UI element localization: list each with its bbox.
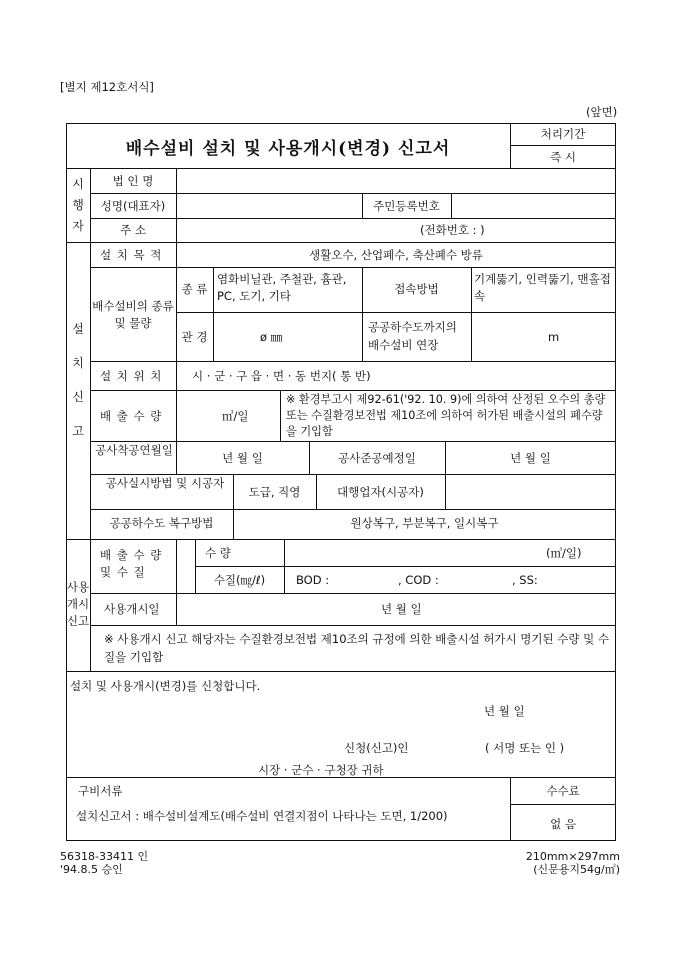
processing-period-label: 처리기간	[540, 127, 586, 141]
location-label: 설 치 위 치	[100, 369, 163, 383]
resident-no-label: 주민등록번호	[373, 199, 440, 213]
pipe-type-label: 배수설비의 종류 및 물량	[92, 299, 174, 330]
contractor-label: 대행업자(시공자)	[337, 485, 424, 499]
method-label: 공사실시방법 및 시공자	[105, 476, 225, 490]
bod-label: BOD :	[296, 573, 330, 587]
usage-section-label: 사용 개시 신고	[66, 580, 90, 628]
address-label: 주 소	[120, 223, 146, 237]
kind-label: 종 류	[181, 282, 208, 296]
usage-discharge-label: 배 출 수 량 및 수 질	[100, 548, 163, 579]
start-date-label: 공사착공연월일	[95, 443, 173, 457]
discharge-unit: ㎥/일	[222, 409, 249, 423]
extension-label: 공공하수도까지의 배수설비 연장	[368, 320, 457, 352]
usage-start-value: 년 월 일	[381, 602, 422, 616]
processing-period-value: 즉 시	[550, 150, 576, 164]
quantity-unit: (㎥/일)	[546, 546, 582, 560]
declaration-statement: 설치 및 사용개시(변경)를 신청합니다.	[70, 679, 261, 693]
applicant-section-label: 시 행 자	[72, 177, 84, 233]
contractor-field[interactable]	[446, 475, 615, 508]
connection-label: 접속방법	[394, 282, 439, 296]
form-title: 배수설비 설치 및 사용개시(변경) 신고서	[125, 139, 451, 159]
restore-value: 원상복구, 부분복구, 일시복구	[350, 516, 499, 530]
restore-label: 공공하수도 복구방법	[109, 516, 214, 530]
declaration-date: 년 월 일	[484, 704, 525, 718]
paper-size: 210mm×297mm	[525, 850, 620, 863]
documents-label: 구비서류	[78, 784, 123, 798]
corp-name-label: 법 인 명	[112, 174, 154, 188]
quality-label: 수질(㎎/ℓ)	[213, 573, 266, 587]
applicant-signature-label: 신청(신고)인	[344, 741, 409, 755]
cod-label: , COD :	[398, 573, 439, 587]
extension-unit: m	[548, 330, 560, 344]
method-value: 도급, 직영	[248, 485, 301, 499]
discharge-note: ※ 환경부고시 제92-61('92. 10. 9)에 의하여 산정된 오수의 총량 또는 수질환경보전법 제10조에 의하여 허가된 배출시설의 폐수량을 기입함	[286, 393, 606, 438]
discharge-label: 배 출 수 량	[100, 409, 163, 423]
approval-date: '94.8.5 승인	[60, 863, 123, 876]
recipient: 시장 · 군수 · 구청장 귀하	[258, 763, 384, 777]
documents-value: 설치신고서 : 배수설비설계도(배수설비 연결지점이 나타나는 도면, 1/200)	[76, 809, 448, 823]
form-number: [별지 제12호서식]	[60, 80, 154, 94]
resident-no-field[interactable]	[452, 194, 615, 218]
name-label: 성명(대표자)	[100, 199, 166, 213]
quantity-label: 수 량	[205, 546, 231, 560]
usage-start-label: 사용개시일	[104, 602, 160, 616]
fee-label: 수수료	[546, 784, 580, 798]
kind-value: 염화비닐관, 주철관, 흄관, PC, 도기, 기타	[217, 272, 347, 303]
connection-value: 기계뚫기, 인력뚫기, 맨홀접속	[474, 272, 611, 303]
page-side: (앞면)	[586, 105, 618, 119]
paper-type: (신문용지54g/㎡)	[533, 863, 620, 876]
start-date-value: 년 월 일	[222, 451, 263, 465]
purpose-value: 생활오수, 산업폐수, 축산폐수 방류	[309, 248, 483, 262]
usage-note: ※ 사용개시 신고 해당자는 수질환경보전법 제10조의 규정에 의한 배출시설 허가시 명기된 수량 및 수질을 기입함	[104, 632, 610, 664]
address-field[interactable]	[177, 219, 417, 242]
diameter-value: ø ㎜	[260, 330, 283, 344]
install-section-label: 설 치 신 고	[72, 322, 84, 438]
finish-date-value: 년 월 일	[510, 451, 551, 465]
signature-or-seal: ( 서명 또는 인 )	[485, 741, 565, 755]
location-value: 시 · 군 · 구 읍 · 면 · 동 번지( 통 반)	[192, 369, 371, 383]
corp-name-field[interactable]	[177, 169, 615, 193]
ss-label: , SS:	[512, 573, 538, 587]
diameter-label: 관 경	[181, 330, 208, 344]
name-field[interactable]	[177, 194, 361, 218]
finish-date-label: 공사준공예정일	[338, 451, 416, 465]
form-code: 56318-33411 인	[60, 850, 149, 863]
purpose-label: 설 치 목 적	[100, 248, 163, 262]
phone-label: (전화번호 : )	[420, 223, 485, 237]
fee-value: 없 음	[550, 817, 576, 831]
